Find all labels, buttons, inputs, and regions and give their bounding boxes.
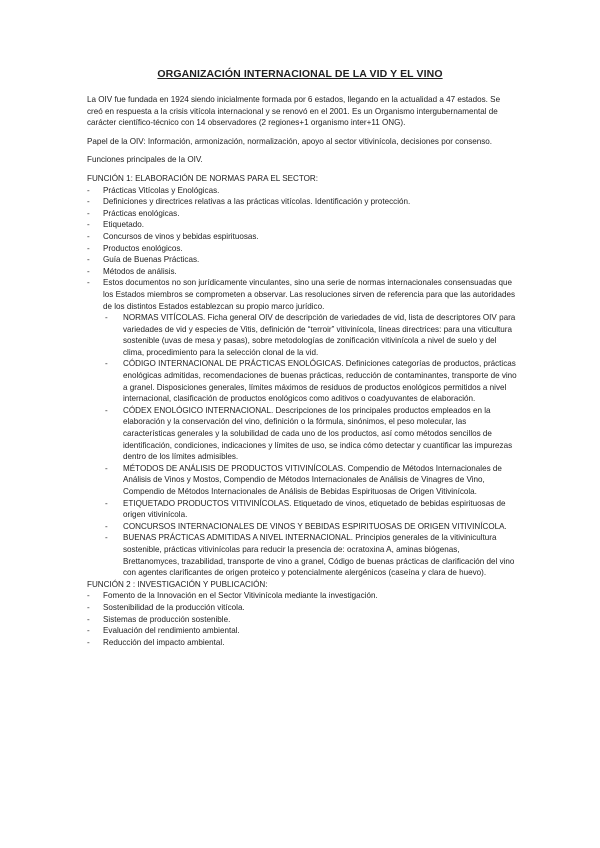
sub-list-item: - CÓDEX ENOLÓGICO INTERNACIONAL. Descripciones de los principales productos empleados en la elaboración y la conservación del vino, definición o la fórmula, sinónimos, el peso molecular, las características generales y la solubilidad de cada uno de los productos, así como métodos sencillos de identificación, condiciones, indicaciones y límites de uso, se indica cómo detectar y cuantificar las impurezas dentro de los límites admisibles. [87,405,517,463]
function-2-list [87,590,517,648]
list-item: - Prácticas enológicas. [87,208,517,220]
function-2-heading: FUNCIÓN 2 : INVESTIGACIÓN Y PUBLICACIÓN: [87,579,268,589]
list-item: - Métodos de análisis. [87,266,517,278]
sub-list-item: - ETIQUETADO PRODUCTOS VITIVINÍCOLAS. Etiquetado de vinos, etiquetado de bebidas espirituosas de origen vitivinícola. [87,498,517,521]
list-item: - Guía de Buenas Prácticas. [87,254,517,266]
list-item: - Fomento de la Innovación en el Sector Vitivinícola mediante la investigación. [87,590,517,602]
sub-list-item: - BUENAS PRÁCTICAS ADMITIDAS A NIVEL INTERNACIONAL. Principios generales de la vitivinicultura sostenible, prácticas vitivinícolas para reducir la presencia de: ocratoxina A, aminas biógenas, Brettanomyces, trazabilidad, transporte de vino a granel, Código de buenas prácticas de clarificación del vino con agentes clarificantes de origen proteico y potencialmente alergénicos (caseína y clara de huevo). [87,532,517,578]
list-item: - Evaluación del rendimiento ambiental. [87,625,517,637]
sub-list-item: - CONCURSOS INTERNACIONALES DE VINOS Y BEBIDAS ESPIRITUOSAS DE ORIGEN VITIVINÍCOLA. [87,521,517,533]
role-paragraph: Papel de la OIV: Información, armonización, normalización, apoyo al sector vitivinícola, decisiones por consenso. [87,136,493,146]
sub-list-item: - NORMAS VITÍCOLAS. Ficha general OIV de descripción de variedades de vid, lista de descriptores OIV para variedades de vid y especies de Vitis, definición de “terroir” vitivinícola, líneas directrices: para una viticultura sostenible (uvas de mesa y pasas), sobre metodologías de zonificación vitivinícola a nivel de suelo y del clima, procedimiento para la selección clonal de la vid. [87,312,517,358]
intro-paragraph: La OIV fue fundada en 1924 siendo inicialmente formada por 6 estados, llegando en la actualidad a 47 estados. Se creó en respuesta a la crisis vitícola internacional y se renovó en el 2001. Es un Organismo intergubernamental de carácter científico-técnico con 14 observadores (2 regiones+1 organismo inter+11 ONG). [87,95,501,128]
list-item: - Productos enológicos. [87,243,517,255]
list-item: - Definiciones y directrices relativas a las prácticas vitícolas. Identificación y protección. [87,196,517,208]
function-1-heading: FUNCIÓN 1: ELABORACIÓN DE NORMAS PARA EL SECTOR: [87,173,319,183]
list-item: - Estos documentos no son jurídicamente vinculantes, sino una serie de normas internacionales consensuadas que los Estados miembros se comprometen a observar. Las resoluciones sirven de referencia para que las autoridades de los distintos Estados establezcan su propio marco jurídico. [87,277,517,312]
function-1-sublist [87,312,517,579]
list-item: - Etiquetado. [87,219,517,231]
list-item: - Concursos de vinos y bebidas espirituosas. [87,231,517,243]
sub-list-item: - CÓDIGO INTERNACIONAL DE PRÁCTICAS ENOLÓGICAS. Definiciones categorías de productos, prácticas enológicas admitidas, recomendaciones de buenas prácticas, reducción de contaminantes, transporte de vino a granel. Disposiciones generales, límites máximos de residuos de productos enológicos permitidos a nivel internacional, clasificación de productos enológicos como aditivos o coadyuvantes de elaboración. [87,358,517,404]
list-item: - Prácticas Vitícolas y Enológicas. [87,185,517,197]
functions-heading: Funciones principales de la OIV. [87,155,203,165]
page-title: ORGANIZACIÓN INTERNACIONAL DE LA VID Y EL VINO [157,68,443,80]
sub-list-item: - MÉTODOS DE ANÁLISIS DE PRODUCTOS VITIVINÍCOLAS. Compendio de Métodos Internacionales de Análisis de Vinos y Mostos, Compendio de Métodos Internacionales de Análisis de Vinagres de Vino, Compendio de Métodos Internacionales de Análisis de Bebidas Espirituosas de Origen Vitivinícola. [87,463,517,498]
function-1-list [87,185,517,313]
document-body [87,94,517,648]
list-item: - Sostenibilidad de la producción vitícola. [87,602,517,614]
list-item: - Sistemas de producción sostenible. [87,614,517,626]
list-item: - Reducción del impacto ambiental. [87,637,517,649]
